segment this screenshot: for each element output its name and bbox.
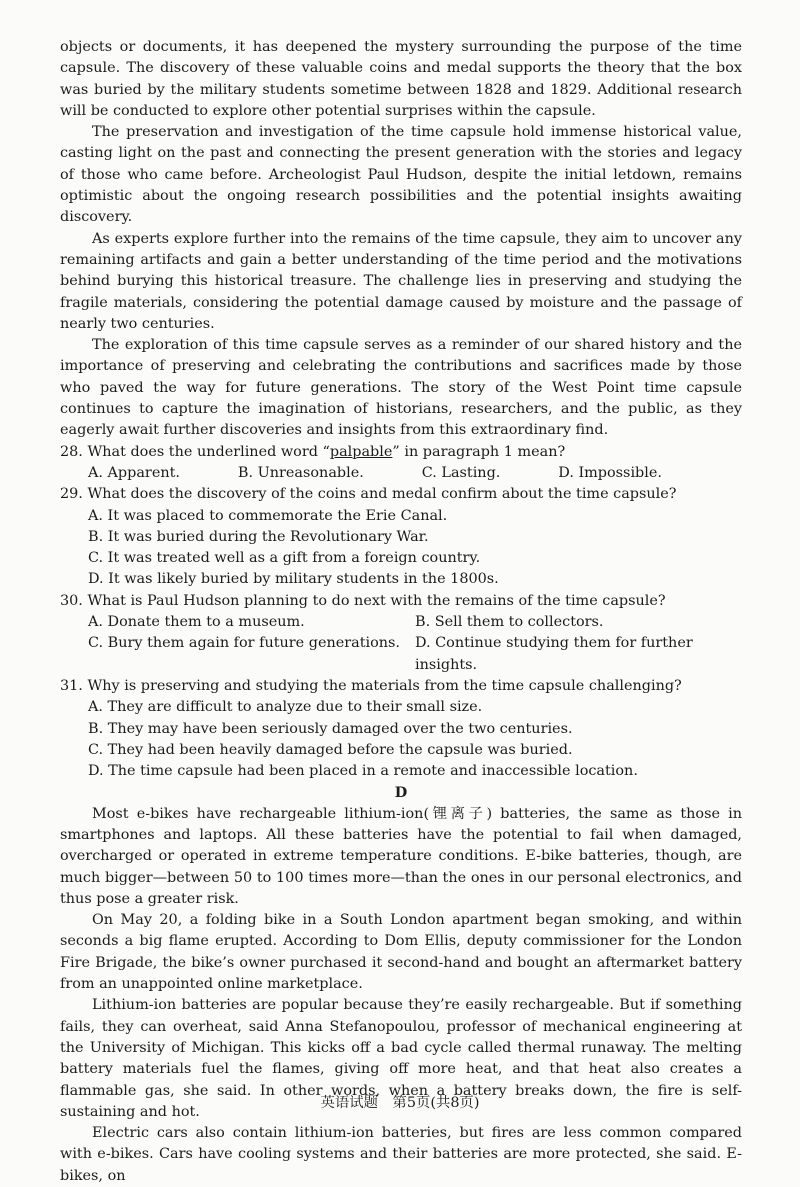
question-28-stem bbox=[60, 442, 742, 463]
question-31-option-c: C. They had been heavily damaged before the capsule was buried. bbox=[88, 741, 573, 758]
section-d-paragraph-2: On May 20, a folding bike in a South London apartment began smoking, and within seconds a big flame erupted. According to Dom Ellis, deputy commissioner for the London Fire Brigade, the bike’s owner purchased it second-hand and bought an aftermarket battery from an unappointed online marketplace. bbox=[60, 912, 742, 993]
question-28-stem-suffix: ” in paragraph 1 mean? bbox=[392, 443, 566, 460]
passage-c-paragraph-3: As experts explore further into the remains of the time capsule, they aim to uncover any remaining artifacts and gain a better understanding of the time period and the motivations behind burying this historical treasure. The challenge lies in preserving and studying the fragile materials, considering the potential damage caused by moisture and the passage of nearly two centuries. bbox=[60, 230, 742, 332]
page-footer: 英语试题 第5页(共8页) bbox=[320, 1095, 480, 1111]
exam-page bbox=[60, 37, 742, 1187]
question-31-option-d: D. The time capsule had been placed in a remote and inaccessible location. bbox=[88, 763, 638, 780]
question-31 bbox=[60, 676, 742, 782]
question-28-option-d: D. Impossible. bbox=[558, 464, 662, 481]
question-30-stem: 30. What is Paul Hudson planning to do next with the remains of the time capsule? bbox=[60, 592, 666, 609]
question-29-stem: 29. What does the discovery of the coins and medal confirm about the time capsule? bbox=[60, 486, 677, 503]
question-29 bbox=[60, 484, 742, 590]
question-30-option-a: A. Donate them to a museum. bbox=[88, 614, 305, 631]
question-29-option-b: B. It was buried during the Revolutionary War. bbox=[88, 528, 429, 545]
question-31-option-a: A. They are difficult to analyze due to their small size. bbox=[88, 699, 483, 716]
question-28-option-b: B. Unreasonable. bbox=[237, 464, 364, 481]
passage-c-paragraph-4: The exploration of this time capsule serves as a reminder of our shared history and the importance of preserving and celebrating the contributions and sacrifices made by those who paved the way for future generations. The story of the West Point time capsule continues to capture the imagination of historians, researchers, and the public, as they eagerly await further discoveries and insights from this extraordinary find. bbox=[60, 337, 742, 439]
question-28-option-c: C. Lasting. bbox=[421, 464, 501, 481]
question-31-option-b: B. They may have been seriously damaged over the two centuries. bbox=[88, 720, 573, 737]
question-28 bbox=[60, 442, 742, 485]
question-30-option-b: B. Sell them to collectors. bbox=[415, 614, 604, 631]
question-30-options bbox=[60, 612, 742, 676]
section-d-paragraph-1: Most e-bikes have rechargeable lithium-ion(锂离子) batteries, the same as those in smartphones and laptops. All these batteries have the potential to fail when damaged, overcharged or operated in extreme temperature conditions. E-bike batteries, though, are much bigger—between 50 to 100 times more—than the ones in our personal electronics, and thus pose a greater risk. bbox=[60, 805, 742, 907]
passage-c-paragraph-1: objects or documents, it has deepened the mystery surrounding the purpose of the time capsule. The discovery of these valuable coins and medal supports the theory that the box was buried by the military students sometime between 1828 and 1829. Additional research will be conducted to explore other potential surprises within the capsule. bbox=[60, 39, 742, 119]
question-29-option-d: D. It was likely buried by military students in the 1800s. bbox=[88, 571, 499, 588]
question-28-options bbox=[60, 463, 742, 484]
section-d-paragraph-3: Lithium-ion batteries are popular because they’re easily rechargeable. But if something fails, they can overheat, said Anna Stefanopoulou, professor of mechanical engineering at the University of Michigan. This kicks off a bad cycle called thermal runaway. The melting battery materials fuel the flames, giving off more heat, and that heat also creates a flammable gas, she said. In other words, when a battery breaks down, the fire is self-sustaining and hot. bbox=[60, 997, 742, 1120]
passage-c-paragraph-2: The preservation and investigation of the time capsule hold immense historical value, casting light on the past and connecting the present generation with the stories and legacy of those who came before. Archeologist Paul Hudson, despite the initial letdown, remains optimistic about the ongoing research possibilities and the potential insights awaiting discovery. bbox=[60, 124, 742, 226]
question-30 bbox=[60, 591, 742, 676]
question-29-option-c: C. It was treated well as a gift from a foreign country. bbox=[88, 550, 481, 567]
question-30-option-d: D. Continue studying them for further insights. bbox=[415, 635, 693, 673]
question-28-option-a: A. Apparent. bbox=[88, 464, 180, 481]
question-30-option-c: C. Bury them again for future generations. bbox=[88, 635, 400, 652]
question-28-stem-prefix: 28. What does the underlined word “ bbox=[60, 443, 330, 460]
underlined-word-palpable: palpable bbox=[329, 443, 393, 460]
section-d-paragraph-4: Electric cars also contain lithium-ion batteries, but fires are less common compared with e-bikes. Cars have cooling systems and their batteries are more protected, she said. E-bikes, on bbox=[60, 1125, 742, 1184]
section-d-heading: D bbox=[394, 784, 408, 802]
question-29-option-a: A. It was placed to commemorate the Erie Canal. bbox=[88, 507, 448, 524]
question-31-stem: 31. Why is preserving and studying the materials from the time capsule challenging? bbox=[60, 677, 682, 694]
